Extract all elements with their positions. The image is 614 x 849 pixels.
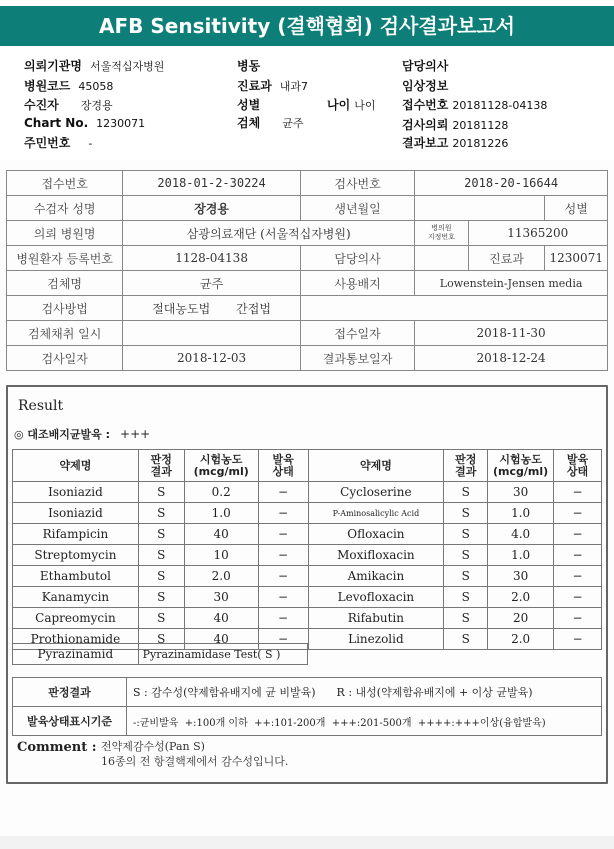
drug-growth: −: [258, 503, 308, 524]
medium-value: Lowenstein-Jensen media: [415, 271, 608, 296]
header-age: 나이 나이: [327, 98, 376, 112]
specimen-value: 균주: [123, 271, 301, 296]
drug-growth: −: [258, 629, 308, 650]
accession-label: 접수번호: [7, 171, 123, 196]
method-label: 검사방법: [7, 296, 123, 321]
accession-value: 2018-01-2-30224: [123, 171, 301, 196]
drug-result: S: [444, 482, 488, 503]
received-label: 접수일자: [300, 321, 414, 346]
method-value: 절대농도법 간접법: [123, 296, 301, 321]
table-row: [13, 503, 602, 524]
header-dept: 진료과 내과7: [237, 79, 309, 93]
drug-name: Capreomycin: [13, 608, 139, 629]
name-label: 수검자 성명: [7, 196, 123, 221]
drug-growth: −: [554, 608, 602, 629]
dob-label: 생년월일: [300, 196, 414, 221]
drug-result: S: [444, 587, 488, 608]
test-date-label: 검사일자: [7, 346, 123, 371]
drug-name: Rifampicin: [13, 524, 139, 545]
drug-result: S: [138, 629, 184, 650]
col-conc-right: 시험농도 (mcg/ml): [488, 450, 554, 482]
drug-result: S: [138, 608, 184, 629]
drug-name: Levofloxacin: [308, 587, 444, 608]
drug-conc: 30: [488, 482, 554, 503]
name-value: 장경용: [123, 196, 301, 221]
table-row: [13, 545, 602, 566]
header-accession: 접수번호 20181128-04138: [402, 98, 548, 112]
drug-result: S: [444, 566, 488, 587]
drug-name: Isoniazid: [13, 482, 139, 503]
drug-conc: 20: [488, 608, 554, 629]
drug-conc: 0.2: [184, 482, 258, 503]
drug-growth: −: [258, 587, 308, 608]
report-title: AFB Sensitivity (결핵협회) 검사결과보고서: [0, 6, 614, 46]
page-bottom-edge: [0, 836, 614, 849]
drug-result: S: [444, 524, 488, 545]
dob-value: [415, 196, 545, 221]
header-specimen: 검체 균주: [237, 116, 304, 130]
legend-table: [12, 677, 602, 736]
drug-conc: 2.0: [184, 566, 258, 587]
drug-conc: 40: [184, 608, 258, 629]
patient-reg-value: 1128-04138: [123, 246, 301, 271]
sex-label: 성별: [545, 196, 608, 221]
drug-result: S: [138, 545, 184, 566]
doctor-label: 담당의사: [300, 246, 414, 271]
drug-name: Ofloxacin: [308, 524, 444, 545]
drug-name: Isoniazid: [13, 503, 139, 524]
header-hospital: 의뢰기관명 서울적십자병원: [24, 59, 165, 73]
table-row: [13, 608, 602, 629]
drug-conc: 40: [184, 524, 258, 545]
comment-text: [101, 739, 288, 769]
drug-name: Kanamycin: [13, 587, 139, 608]
header-report: 결과보고 20181226: [402, 136, 509, 150]
growth-standard-label: 발육상태표시기준: [13, 707, 127, 736]
header-code: 병원코드 45058: [24, 79, 114, 93]
table-row: [13, 566, 602, 587]
table-row: [13, 587, 602, 608]
col-drug-right: 약제명: [308, 450, 444, 482]
header-chart-no: Chart No. 1230071: [24, 116, 146, 130]
dept-value: 1230071: [545, 246, 608, 271]
drug-growth: −: [554, 503, 602, 524]
hospital-no-label: 병의원 지정번호: [415, 221, 468, 246]
patient-info-table: [6, 170, 608, 371]
drug-result: S: [444, 545, 488, 566]
drug-result: S: [138, 482, 184, 503]
growth-standard-text: -:균비발육 +:100개 이하 ++:101-200개 +++:201-500개 ++++:+++이상(융합발육): [127, 707, 602, 736]
header-rrn: 주민번호 -: [24, 136, 93, 150]
hospital-value: 삼광의료재단 (서울적십자병원): [123, 221, 415, 246]
table-row: [13, 482, 602, 503]
drug-growth: −: [554, 566, 602, 587]
col-growth-right: 발육 상태: [554, 450, 602, 482]
drug-result: S: [444, 503, 488, 524]
pyrazinamid-test: Pyrazinamidase Test( S ): [138, 644, 307, 665]
drug-growth: −: [258, 545, 308, 566]
col-judge-left: 판정 결과: [138, 450, 184, 482]
drug-name: Moxifloxacin: [308, 545, 444, 566]
drug-name: Ethambutol: [13, 566, 139, 587]
drug-name: Prothionamide: [13, 629, 139, 650]
test-no-value: 2018-20-16644: [415, 171, 608, 196]
header-sex: 성별: [237, 98, 261, 112]
patient-reg-label: 병원환자 등록번호: [7, 246, 123, 271]
control-growth: ◎ 대조배지균발육 : +++: [14, 427, 151, 441]
drug-name: Amikacin: [308, 566, 444, 587]
drug-growth: −: [258, 482, 308, 503]
drug-conc: 30: [184, 587, 258, 608]
drug-result: S: [444, 629, 488, 650]
collect-value: [123, 321, 301, 346]
header-doctor: 담당의사: [402, 59, 449, 73]
notify-label: 결과통보일자: [300, 346, 414, 371]
received-value: 2018-11-30: [415, 321, 608, 346]
comment-label: Comment :: [17, 740, 97, 755]
drug-conc: 2.0: [488, 587, 554, 608]
drug-name: Linezolid: [308, 629, 444, 650]
pyrazinamid-name: Pyrazinamid: [13, 644, 139, 665]
drug-sensitivity-table: [12, 449, 602, 650]
pyrazinamid-row: [12, 643, 308, 665]
drug-name: Cycloserine: [308, 482, 444, 503]
drug-result: S: [138, 503, 184, 524]
drug-conc: 1.0: [488, 545, 554, 566]
drug-name: Rifabutin: [308, 608, 444, 629]
collect-label: 검체채취 일시: [7, 321, 123, 346]
drug-growth: −: [258, 608, 308, 629]
drug-result: S: [138, 587, 184, 608]
drug-name: Streptomycin: [13, 545, 139, 566]
col-conc-left: 시험농도 (mcg/ml): [184, 450, 258, 482]
header-receiver: 수진자 장경용: [24, 98, 113, 112]
doctor-value: [415, 246, 468, 271]
comment-line: 전약제감수성(Pan S): [101, 740, 205, 753]
test-no-label: 검사번호: [300, 171, 414, 196]
drug-growth: −: [554, 482, 602, 503]
drug-growth: −: [554, 587, 602, 608]
specimen-label: 검체명: [7, 271, 123, 296]
table-row: [13, 524, 602, 545]
drug-conc: 40: [184, 629, 258, 650]
drug-conc: 1.0: [488, 503, 554, 524]
drug-conc: 30: [488, 566, 554, 587]
drug-growth: −: [554, 545, 602, 566]
judge-label: 판정결과: [13, 678, 127, 707]
result-title: Result: [18, 398, 64, 414]
col-growth-left: 발육 상태: [258, 450, 308, 482]
drug-growth: −: [258, 524, 308, 545]
drug-conc: 1.0: [184, 503, 258, 524]
col-judge-right: 판정 결과: [444, 450, 488, 482]
drug-growth: −: [258, 566, 308, 587]
judge-text: S : 감수성(약제함유배지에 균 비발육) R : 내성(약제함유배지에 + 이상 균발육): [127, 678, 602, 707]
header-ward: 병동: [237, 59, 261, 73]
col-drug-left: 약제명: [13, 450, 139, 482]
drug-result: S: [444, 608, 488, 629]
notify-value: 2018-12-24: [415, 346, 608, 371]
drug-result: S: [138, 566, 184, 587]
hospital-no-value: 11365200: [468, 221, 607, 246]
test-date-value: 2018-12-03: [123, 346, 301, 371]
drug-result: S: [138, 524, 184, 545]
drug-conc: 2.0: [488, 629, 554, 650]
drug-conc: 4.0: [488, 524, 554, 545]
dept-label: 진료과: [468, 246, 545, 271]
hospital-label: 의뢰 병원명: [7, 221, 123, 246]
header-request: 검사의뢰 20181128: [402, 118, 509, 132]
medium-label: 사용배지: [300, 271, 414, 296]
drug-growth: −: [554, 629, 602, 650]
method-empty: [300, 296, 607, 321]
drug-conc: 10: [184, 545, 258, 566]
comment-line: 16종의 전 항결핵제에서 감수성입니다.: [101, 755, 289, 768]
header-clinical: 임상정보: [402, 79, 449, 93]
drug-growth: −: [554, 524, 602, 545]
drug-name: P-Aminosalicylic Acid: [308, 503, 444, 524]
